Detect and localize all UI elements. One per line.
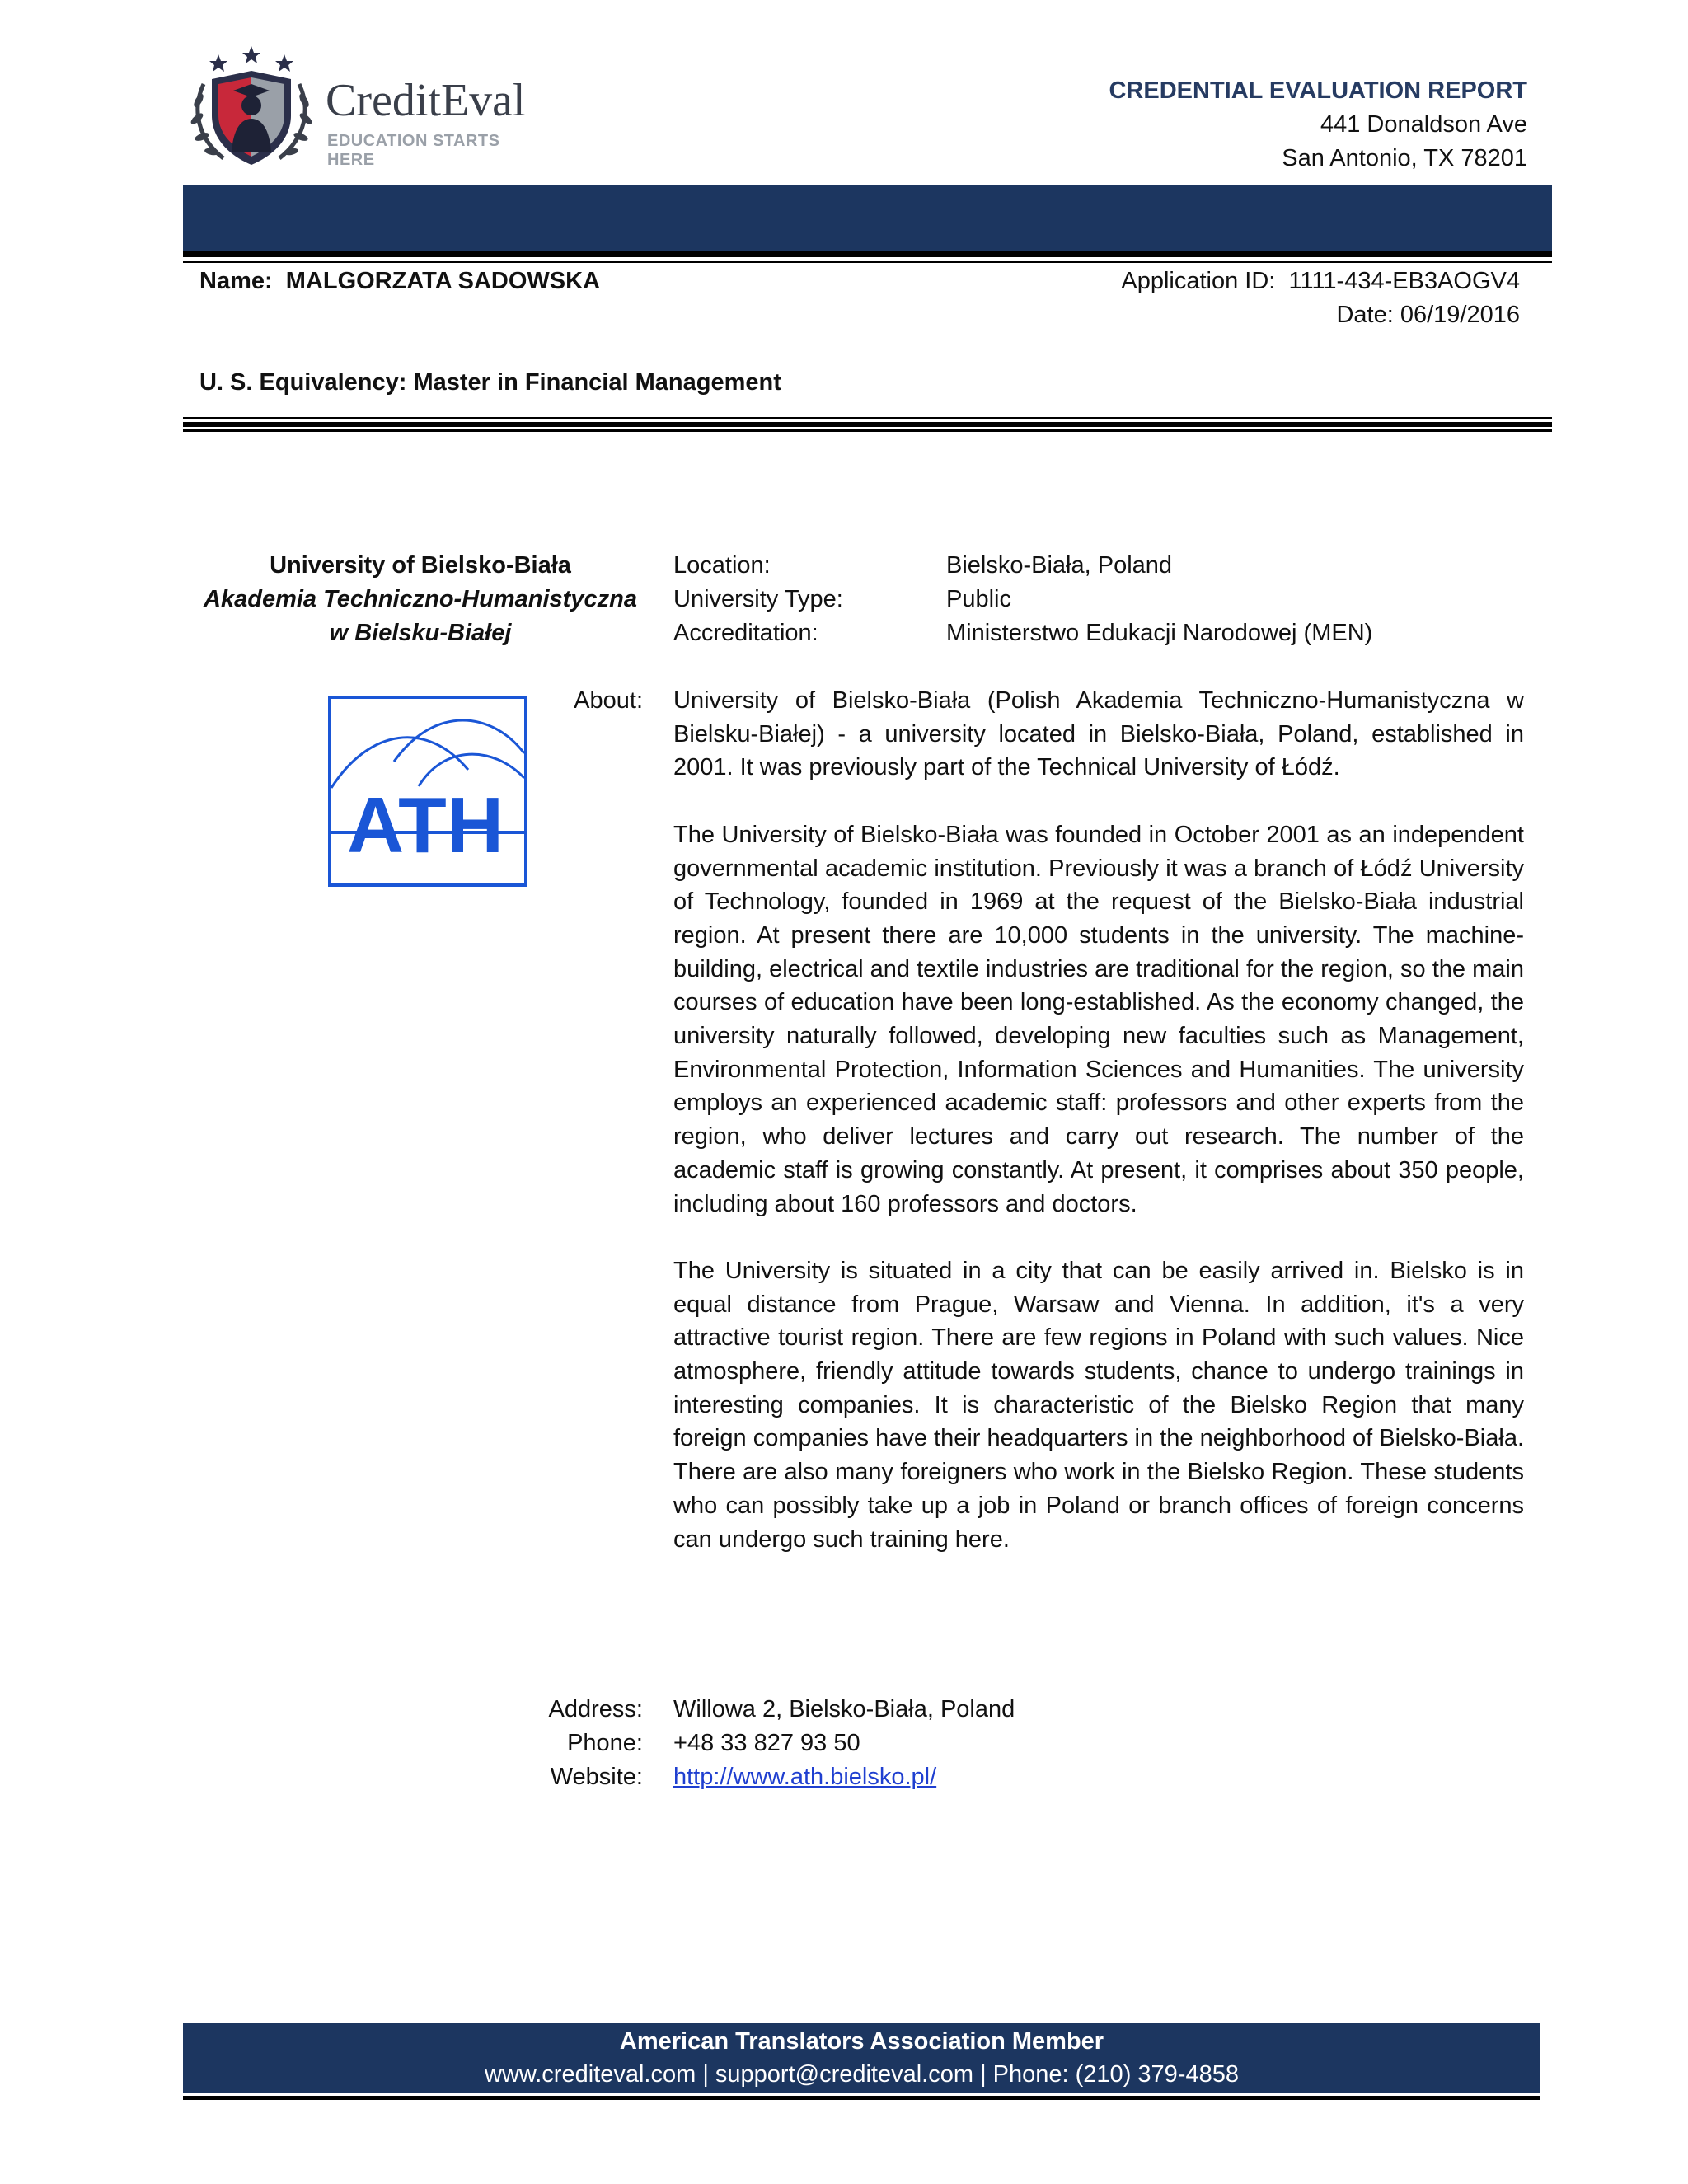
app-id-value: 1111-434-EB3AOGV4 (1288, 268, 1520, 294)
accreditation-label: Accreditation: (673, 620, 818, 646)
ath-logo-icon (328, 696, 528, 887)
header-divider-thin (183, 261, 1552, 263)
address-value: Willowa 2, Bielsko-Biała, Poland (673, 1696, 1015, 1722)
university-native-name-line1: Akademia Techniczno-Humanistyczna (204, 586, 637, 612)
application-id (1121, 265, 1520, 298)
report-date (1336, 298, 1520, 332)
about-paragraph-2: The University of Bielsko-Biała was founded in October 2001 as an independent governmental academic institution. Previously it was a branch of Łódź University of Technology, founded in 1969 at the request of the Bielsko-Biała industrial region. At present there are 10,000 students in the university. The machine-building, electrical and textile industries are traditional for the region, so the main courses of education have been long-established. As the economy changed, the university naturally followed, developing new faculties such as Management, Environmental Protection, Information Sciences and Humanities. The university employs an experienced academic staff: professors and other experts from the region, who deliver lectures and carry out research. The number of the academic staff is growing constantly. At present, it comprises about 350 people, including about 160 professors and doctors. (673, 821, 1524, 1217)
phone-value: +48 33 827 93 50 (673, 1730, 860, 1756)
section-divider-3 (183, 429, 1552, 432)
about-paragraph-1: University of Bielsko-Biała (Polish Akademia Techniczno-Humanistyczna w Bielsku-Białej) - a university located in Bielsko-Biała, Poland, established in 2001. It was previously part of the Technical University of Łódź. (673, 687, 1524, 781)
applicant-name (199, 265, 600, 298)
about-text (673, 684, 1524, 1556)
location-label: Location: (673, 552, 771, 579)
website-link-wrap (673, 1760, 936, 1794)
us-equivalency: U. S. Equivalency: Master in Financial Management (199, 369, 781, 396)
website-label: Website: (550, 1764, 643, 1790)
name-label: Name: (199, 268, 273, 294)
accreditation-value: Ministerstwo Edukacji Narodowej (MEN) (946, 620, 1373, 646)
brand-name: CreditEval (326, 75, 526, 126)
university-native-name-line2: w Bielsku-Białej (329, 620, 512, 646)
footer-association: American Translators Association Member (619, 2028, 1104, 2055)
university-name: University of Bielsko-Biała (270, 552, 571, 579)
svg-text:ATH: ATH (346, 781, 504, 869)
address-label: Address: (548, 1696, 643, 1722)
footer-band (183, 2023, 1540, 2093)
section-divider-2 (183, 422, 1552, 427)
shield-graduate-laurel-icon (185, 43, 317, 171)
university-logo (328, 696, 528, 887)
brand-logo (185, 43, 532, 171)
date-label: Date: (1336, 302, 1394, 328)
app-id-label: Application ID: (1121, 268, 1276, 294)
about-label: About: (574, 687, 643, 714)
header-band (183, 185, 1552, 251)
company-address-line2: San Antonio, TX 78201 (1282, 145, 1527, 171)
company-address-line1: 441 Donaldson Ave (1320, 111, 1527, 138)
phone-label: Phone: (567, 1730, 643, 1756)
footer-divider (183, 2096, 1540, 2100)
about-paragraph-3: The University is situated in a city that can be easily arrived in. Bielsko is in equal distance from Prague, Warsaw and Vienna. In addition, it's a very attractive tourist region. There are few regions in Poland with such values. Nice atmosphere, friendly attitude towards students, chance to undergo trainings in interesting companies. It is characteristic of the Bielsko Region that many foreign companies have their headquarters in the neighborhood of Bielsko-Biała. There are also many foreigners who work in the Bielsko Region. These students who can possibly take up a job in Poland or branch offices of foreign concerns can undergo such training here. (673, 1257, 1524, 1553)
header-divider (183, 251, 1552, 257)
report-title: CREDENTIAL EVALUATION REPORT (1109, 77, 1527, 104)
website-link[interactable]: http://www.ath.bielsko.pl/ (673, 1764, 937, 1790)
brand-tagline: EDUCATION STARTS HERE (327, 132, 500, 169)
date-value: 06/19/2016 (1400, 302, 1520, 328)
section-divider-1 (183, 417, 1552, 419)
location-value: Bielsko-Biała, Poland (946, 552, 1173, 579)
type-value: Public (946, 586, 1011, 612)
footer-contact: www.crediteval.com | support@crediteval.com | Phone: (210) 379-4858 (485, 2061, 1239, 2088)
type-label: University Type: (673, 586, 843, 612)
name-value: MALGORZATA SADOWSKA (285, 268, 601, 294)
